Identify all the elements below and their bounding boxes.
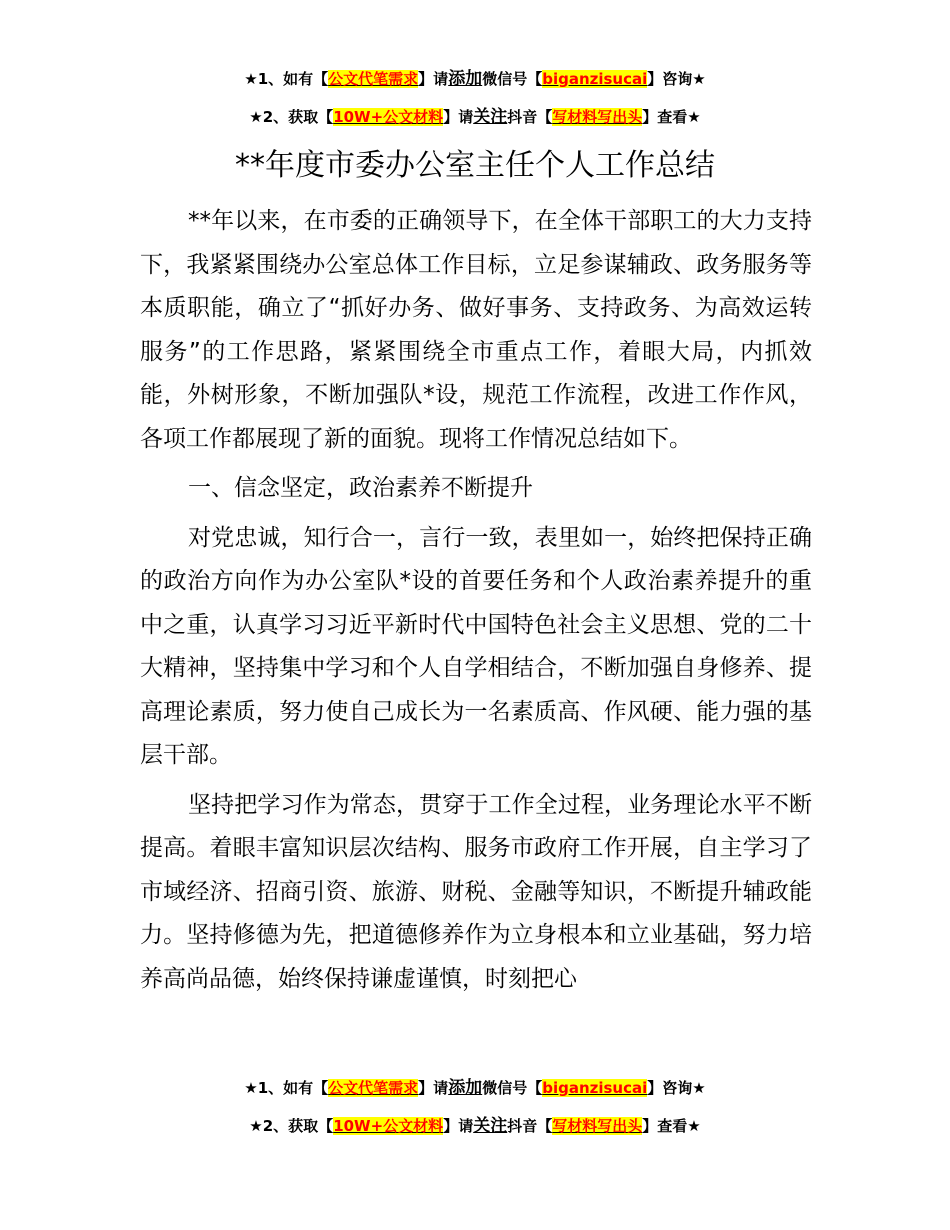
banner-mid: 抖音【	[507, 108, 553, 126]
banner-emphasis: 添加	[448, 69, 483, 89]
banner-emphasis: 关注	[473, 1116, 508, 1136]
banner-mid: 微信号【	[482, 70, 543, 88]
banner-highlight-wechat: biganzisucai	[542, 1079, 648, 1097]
banner-emphasis: 添加	[448, 1078, 483, 1098]
banner-suffix: 】咨询★	[647, 70, 706, 88]
banner-prefix: ★1、如有【	[244, 1079, 329, 1097]
banner-highlight-douyin: 写材料写出头	[552, 108, 643, 126]
banner-mid: 】请	[418, 1079, 449, 1097]
banner-suffix: 】咨询★	[647, 1079, 706, 1097]
banner-mid: 】请	[443, 108, 474, 126]
document-title: **年度市委办公室主任个人工作总结	[235, 148, 715, 183]
section-heading-1: 一、信念坚定，政治素养不断提升	[188, 475, 533, 501]
banner-prefix: ★2、获取【	[249, 108, 334, 126]
banner-mid: 】请	[418, 70, 449, 88]
banner-highlight-service: 公文代笔需求	[328, 1079, 419, 1097]
banner-mid: 】请	[443, 1117, 474, 1135]
footer-banner-line-2	[0, 1115, 950, 1137]
banner-mid: 抖音【	[507, 1117, 553, 1135]
banner-highlight-materials: 10W+公文材料	[333, 108, 444, 126]
banner-mid: 微信号【	[482, 1079, 543, 1097]
paragraph-political: 对党忠诚，知行合一，言行一致，表里如一，始终把保持正确的政治方向作为办公室队*设的首要任务和个人政治素养提升的重中之重，认真学习习近平新时代中国特色社会主义思想、党的二十大精神，坚持集中学习和个人自学相结合，不断加强自身修养、提高理论素质，努力使自己成长为一名素质高、作风硬、能力强的基层干部。	[140, 524, 812, 768]
banner-highlight-wechat: biganzisucai	[542, 70, 648, 88]
header-banner-line-1	[0, 68, 950, 90]
banner-highlight-materials: 10W+公文材料	[333, 1117, 444, 1135]
banner-emphasis: 关注	[473, 107, 508, 127]
footer-banner-line-1	[0, 1077, 950, 1099]
header-banner-line-2	[0, 106, 950, 128]
banner-suffix: 】查看★	[642, 1117, 701, 1135]
banner-highlight-douyin: 写材料写出头	[552, 1117, 643, 1135]
banner-suffix: 】查看★	[642, 108, 701, 126]
document-body	[140, 200, 812, 1001]
paragraph-learning: 坚持把学习作为常态，贯穿于工作全过程，业务理论水平不断提高。着眼丰富知识层次结构、服务市政府工作开展，自主学习了市域经济、招商引资、旅游、财税、金融等知识，不断提升辅政能力。坚持修德为先，把道德修养作为立身根本和立业基础，努力培养高尚品德，始终保持谦虚谨慎，时刻把心	[140, 791, 812, 992]
banner-prefix: ★2、获取【	[249, 1117, 334, 1135]
paragraph-intro: **年以来，在市委的正确领导下，在全体干部职工的大力支持下，我紧紧围绕办公室总体工作目标，立足参谋辅政、政务服务等本质职能，确立了“抓好办务、做好事务、支持政务、为高效运转服务”的工作思路，紧紧围绕全市重点工作，着眼大局，内抓效能，外树形象，不断加强队*设，规范工作流程，改进工作作风，各项工作都展现了新的面貌。现将工作情况总结如下。	[140, 208, 812, 452]
banner-prefix: ★1、如有【	[244, 70, 329, 88]
banner-highlight-service: 公文代笔需求	[328, 70, 419, 88]
